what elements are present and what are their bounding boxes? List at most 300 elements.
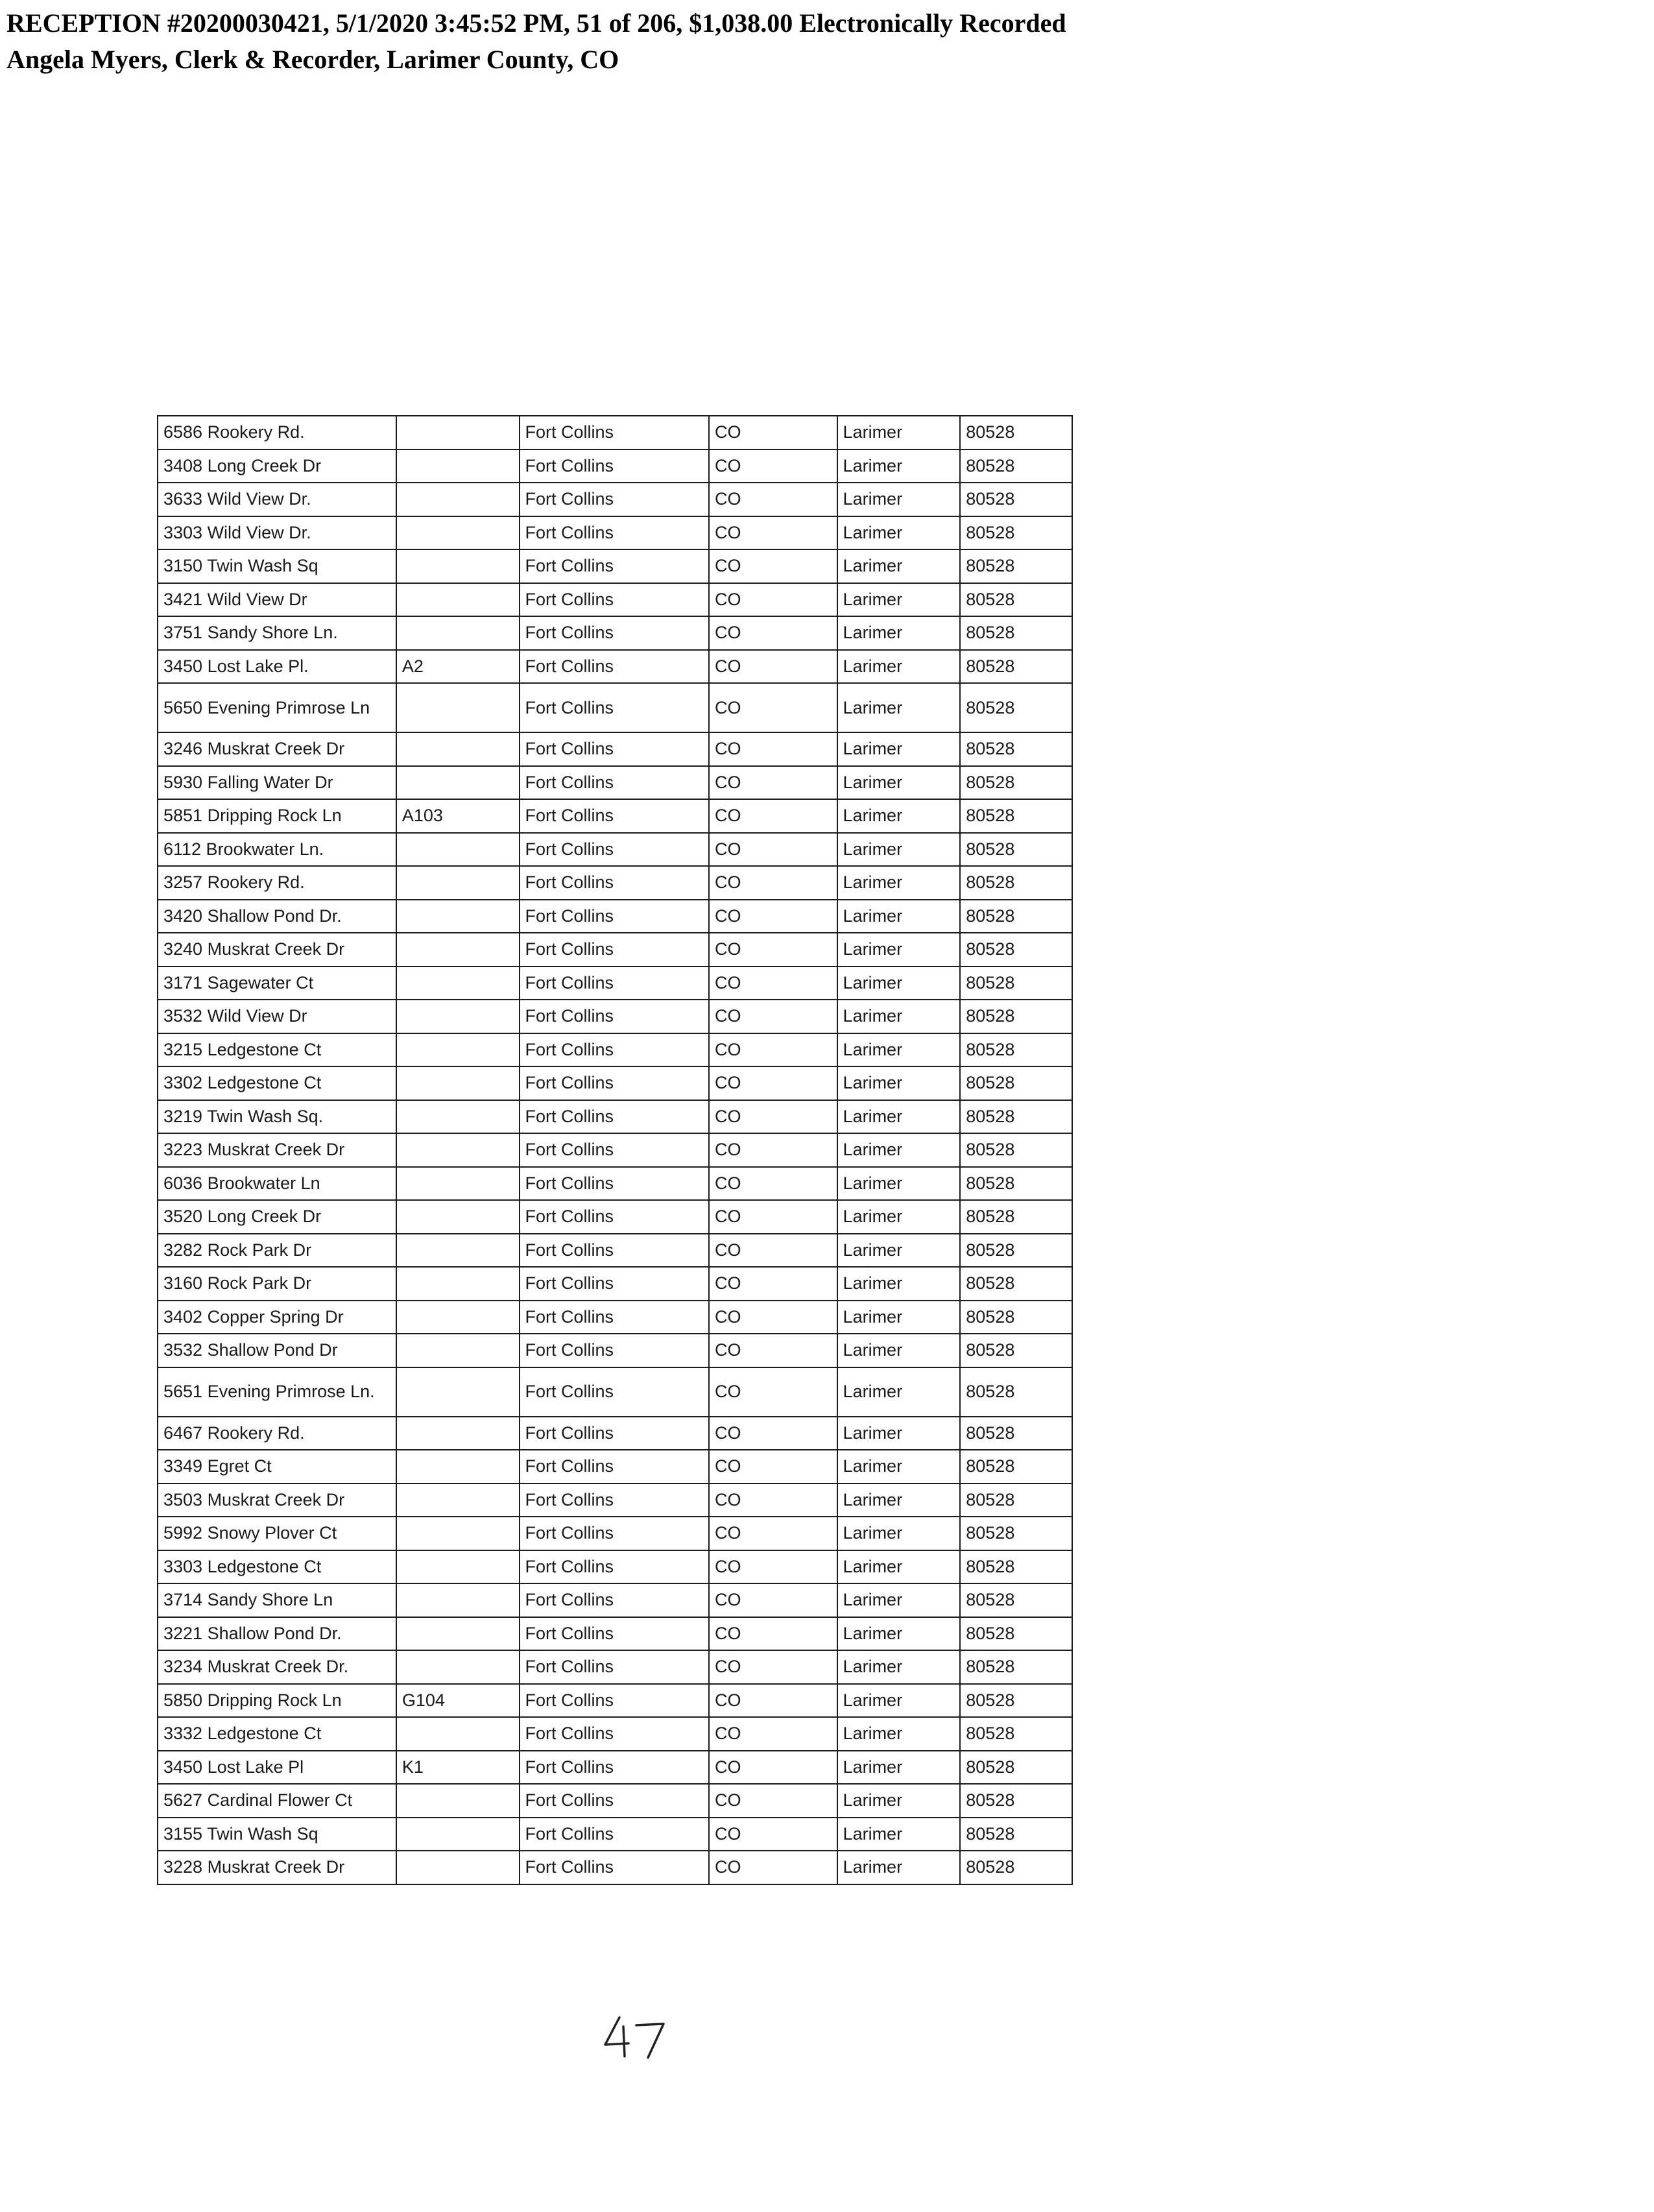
state-cell: CO: [709, 766, 837, 800]
table-row: [158, 1301, 1072, 1334]
address-cell: 3302 Ledgestone Ct: [158, 1066, 396, 1100]
zip-cell: 80528: [960, 1066, 1072, 1100]
city-cell: Fort Collins: [520, 1851, 710, 1884]
city-cell: Fort Collins: [520, 766, 710, 800]
table-row: [158, 766, 1072, 800]
unit-cell: [396, 1617, 520, 1651]
unit-cell: [396, 1583, 520, 1617]
zip-cell: 80528: [960, 1133, 1072, 1167]
address-cell: 3520 Long Creek Dr: [158, 1200, 396, 1234]
unit-cell: [396, 1417, 520, 1450]
zip-cell: 80528: [960, 1200, 1072, 1234]
zip-cell: 80528: [960, 766, 1072, 800]
address-cell: 3240 Muskrat Creek Dr: [158, 933, 396, 967]
unit-cell: [396, 967, 520, 1000]
state-cell: CO: [709, 799, 837, 833]
state-cell: CO: [709, 1066, 837, 1100]
county-cell: Larimer: [837, 1450, 961, 1484]
table-row: [158, 1267, 1072, 1301]
address-cell: 3633 Wild View Dr.: [158, 483, 396, 516]
unit-cell: [396, 1818, 520, 1851]
unit-cell: [396, 616, 520, 650]
county-cell: Larimer: [837, 1484, 961, 1517]
zip-cell: 80528: [960, 1000, 1072, 1033]
zip-cell: 80528: [960, 416, 1072, 450]
zip-cell: 80528: [960, 516, 1072, 550]
zip-cell: 80528: [960, 1033, 1072, 1067]
county-cell: Larimer: [837, 732, 961, 766]
city-cell: Fort Collins: [520, 1367, 710, 1417]
address-cell: 3223 Muskrat Creek Dr: [158, 1133, 396, 1167]
zip-cell: 80528: [960, 1267, 1072, 1301]
zip-cell: 80528: [960, 1550, 1072, 1584]
address-cell: 3150 Twin Wash Sq: [158, 549, 396, 583]
table-row: [158, 1033, 1072, 1067]
city-cell: Fort Collins: [520, 1484, 710, 1517]
unit-cell: [396, 1334, 520, 1367]
address-cell: 3420 Shallow Pond Dr.: [158, 900, 396, 933]
county-cell: Larimer: [837, 1200, 961, 1234]
state-cell: CO: [709, 1301, 837, 1334]
table-row: [158, 1234, 1072, 1268]
unit-cell: [396, 1167, 520, 1201]
table-row: [158, 516, 1072, 550]
zip-cell: 80528: [960, 1417, 1072, 1450]
address-cell: 3714 Sandy Shore Ln: [158, 1583, 396, 1617]
address-cell: 3303 Wild View Dr.: [158, 516, 396, 550]
address-cell: 3219 Twin Wash Sq.: [158, 1100, 396, 1134]
unit-cell: [396, 483, 520, 516]
state-cell: CO: [709, 1033, 837, 1067]
county-cell: Larimer: [837, 1100, 961, 1134]
zip-cell: 80528: [960, 1301, 1072, 1334]
unit-cell: [396, 1066, 520, 1100]
city-cell: Fort Collins: [520, 799, 710, 833]
address-cell: 5850 Dripping Rock Ln: [158, 1684, 396, 1718]
address-cell: 3303 Ledgestone Ct: [158, 1550, 396, 1584]
state-cell: CO: [709, 732, 837, 766]
county-cell: Larimer: [837, 1000, 961, 1033]
county-cell: Larimer: [837, 1517, 961, 1550]
city-cell: Fort Collins: [520, 933, 710, 967]
table-row: [158, 1751, 1072, 1785]
table-row: [158, 1818, 1072, 1851]
address-cell: 3421 Wild View Dr: [158, 583, 396, 617]
zip-cell: 80528: [960, 683, 1072, 732]
address-cell: 5992 Snowy Plover Ct: [158, 1517, 396, 1550]
state-cell: CO: [709, 866, 837, 900]
city-cell: Fort Collins: [520, 516, 710, 550]
city-cell: Fort Collins: [520, 1133, 710, 1167]
unit-cell: [396, 1784, 520, 1818]
county-cell: Larimer: [837, 516, 961, 550]
unit-cell: [396, 933, 520, 967]
unit-cell: [396, 1301, 520, 1334]
zip-cell: 80528: [960, 1851, 1072, 1884]
address-cell: 3450 Lost Lake Pl: [158, 1751, 396, 1785]
state-cell: CO: [709, 1617, 837, 1651]
state-cell: CO: [709, 1550, 837, 1584]
table-row: [158, 799, 1072, 833]
table-row: [158, 583, 1072, 617]
address-cell: 6112 Brookwater Ln.: [158, 833, 396, 867]
state-cell: CO: [709, 1267, 837, 1301]
city-cell: Fort Collins: [520, 833, 710, 867]
county-cell: Larimer: [837, 583, 961, 617]
zip-cell: 80528: [960, 799, 1072, 833]
county-cell: Larimer: [837, 1367, 961, 1417]
city-cell: Fort Collins: [520, 967, 710, 1000]
address-cell: 3402 Copper Spring Dr: [158, 1301, 396, 1334]
address-cell: 5650 Evening Primrose Ln: [158, 683, 396, 732]
address-cell: 6036 Brookwater Ln: [158, 1167, 396, 1201]
unit-cell: [396, 900, 520, 933]
zip-cell: 80528: [960, 1784, 1072, 1818]
table-row: [158, 1417, 1072, 1450]
county-cell: Larimer: [837, 650, 961, 684]
unit-cell: [396, 1717, 520, 1751]
city-cell: Fort Collins: [520, 1517, 710, 1550]
table-row: [158, 900, 1072, 933]
state-cell: CO: [709, 1367, 837, 1417]
state-cell: CO: [709, 1000, 837, 1033]
state-cell: CO: [709, 1200, 837, 1234]
table-row: [158, 483, 1072, 516]
zip-cell: 80528: [960, 549, 1072, 583]
county-cell: Larimer: [837, 683, 961, 732]
unit-cell: [396, 1133, 520, 1167]
zip-cell: 80528: [960, 1751, 1072, 1785]
table-row: [158, 1484, 1072, 1517]
state-cell: CO: [709, 650, 837, 684]
unit-cell: [396, 1517, 520, 1550]
zip-cell: 80528: [960, 1684, 1072, 1718]
table-row: [158, 866, 1072, 900]
table-row: [158, 1550, 1072, 1584]
city-cell: Fort Collins: [520, 1200, 710, 1234]
zip-cell: 80528: [960, 1234, 1072, 1268]
state-cell: CO: [709, 1133, 837, 1167]
table-row: [158, 1650, 1072, 1684]
address-cell: 6586 Rookery Rd.: [158, 416, 396, 450]
county-cell: Larimer: [837, 1583, 961, 1617]
zip-cell: 80528: [960, 933, 1072, 967]
county-cell: Larimer: [837, 1033, 961, 1067]
unit-cell: A103: [396, 799, 520, 833]
state-cell: CO: [709, 1517, 837, 1550]
zip-cell: 80528: [960, 1818, 1072, 1851]
county-cell: Larimer: [837, 483, 961, 516]
unit-cell: [396, 1100, 520, 1134]
address-cell: 3171 Sagewater Ct: [158, 967, 396, 1000]
unit-cell: [396, 1234, 520, 1268]
county-cell: Larimer: [837, 866, 961, 900]
address-cell: 3532 Wild View Dr: [158, 1000, 396, 1033]
state-cell: CO: [709, 967, 837, 1000]
county-cell: Larimer: [837, 1751, 961, 1785]
address-cell: 3228 Muskrat Creek Dr: [158, 1851, 396, 1884]
city-cell: Fort Collins: [520, 583, 710, 617]
table-row: [158, 1000, 1072, 1033]
zip-cell: 80528: [960, 1517, 1072, 1550]
zip-cell: 80528: [960, 1367, 1072, 1417]
county-cell: Larimer: [837, 1617, 961, 1651]
county-cell: Larimer: [837, 967, 961, 1000]
table-row: [158, 616, 1072, 650]
handwritten-page-number: [600, 2011, 671, 2063]
table-row: [158, 1450, 1072, 1484]
state-cell: CO: [709, 1717, 837, 1751]
address-cell: 3282 Rock Park Dr: [158, 1234, 396, 1268]
address-cell: 3332 Ledgestone Ct: [158, 1717, 396, 1751]
zip-cell: 80528: [960, 833, 1072, 867]
unit-cell: [396, 766, 520, 800]
table-row: [158, 683, 1072, 732]
county-cell: Larimer: [837, 1784, 961, 1818]
city-cell: Fort Collins: [520, 1717, 710, 1751]
county-cell: Larimer: [837, 900, 961, 933]
unit-cell: [396, 732, 520, 766]
city-cell: Fort Collins: [520, 1417, 710, 1450]
city-cell: Fort Collins: [520, 900, 710, 933]
state-cell: CO: [709, 450, 837, 483]
address-cell: 5851 Dripping Rock Ln: [158, 799, 396, 833]
table-row: [158, 1334, 1072, 1367]
county-cell: Larimer: [837, 1717, 961, 1751]
address-cell: 3246 Muskrat Creek Dr: [158, 732, 396, 766]
table-row: [158, 416, 1072, 450]
state-cell: CO: [709, 549, 837, 583]
table-row: [158, 1133, 1072, 1167]
state-cell: CO: [709, 1583, 837, 1617]
county-cell: Larimer: [837, 1334, 961, 1367]
unit-cell: [396, 1367, 520, 1417]
table-row: [158, 732, 1072, 766]
address-cell: 5651 Evening Primrose Ln.: [158, 1367, 396, 1417]
zip-cell: 80528: [960, 1484, 1072, 1517]
city-cell: Fort Collins: [520, 1550, 710, 1584]
address-cell: 3532 Shallow Pond Dr: [158, 1334, 396, 1367]
county-cell: Larimer: [837, 1267, 961, 1301]
zip-cell: 80528: [960, 1100, 1072, 1134]
zip-cell: 80528: [960, 1717, 1072, 1751]
address-cell: 3221 Shallow Pond Dr.: [158, 1617, 396, 1651]
state-cell: CO: [709, 1484, 837, 1517]
state-cell: CO: [709, 1818, 837, 1851]
unit-cell: [396, 1033, 520, 1067]
state-cell: CO: [709, 1234, 837, 1268]
city-cell: Fort Collins: [520, 1234, 710, 1268]
city-cell: Fort Collins: [520, 683, 710, 732]
table-row: [158, 1684, 1072, 1718]
zip-cell: 80528: [960, 1450, 1072, 1484]
table-row: [158, 1784, 1072, 1818]
address-cell: 3408 Long Creek Dr: [158, 450, 396, 483]
address-cell: 6467 Rookery Rd.: [158, 1417, 396, 1450]
city-cell: Fort Collins: [520, 1267, 710, 1301]
state-cell: CO: [709, 1417, 837, 1450]
table-row: [158, 1066, 1072, 1100]
address-cell: 3450 Lost Lake Pl.: [158, 650, 396, 684]
city-cell: Fort Collins: [520, 1167, 710, 1201]
table-row: [158, 549, 1072, 583]
table-row: [158, 1717, 1072, 1751]
address-table-body: [158, 416, 1072, 1884]
address-cell: 3234 Muskrat Creek Dr.: [158, 1650, 396, 1684]
table-row: [158, 1200, 1072, 1234]
state-cell: CO: [709, 1751, 837, 1785]
unit-cell: [396, 1851, 520, 1884]
zip-cell: 80528: [960, 1334, 1072, 1367]
state-cell: CO: [709, 516, 837, 550]
state-cell: CO: [709, 1450, 837, 1484]
address-cell: 3215 Ledgestone Ct: [158, 1033, 396, 1067]
unit-cell: [396, 416, 520, 450]
state-cell: CO: [709, 1167, 837, 1201]
city-cell: Fort Collins: [520, 1751, 710, 1785]
address-table: [157, 415, 1073, 1885]
unit-cell: [396, 1000, 520, 1033]
unit-cell: [396, 833, 520, 867]
unit-cell: [396, 516, 520, 550]
zip-cell: 80528: [960, 1167, 1072, 1201]
recording-header: [6, 5, 1066, 78]
unit-cell: K1: [396, 1751, 520, 1785]
county-cell: Larimer: [837, 833, 961, 867]
city-cell: Fort Collins: [520, 1033, 710, 1067]
table-row: [158, 450, 1072, 483]
city-cell: Fort Collins: [520, 416, 710, 450]
state-cell: CO: [709, 416, 837, 450]
city-cell: Fort Collins: [520, 1100, 710, 1134]
unit-cell: [396, 683, 520, 732]
city-cell: Fort Collins: [520, 1301, 710, 1334]
unit-cell: [396, 1550, 520, 1584]
unit-cell: [396, 583, 520, 617]
state-cell: CO: [709, 933, 837, 967]
county-cell: Larimer: [837, 766, 961, 800]
unit-cell: [396, 866, 520, 900]
address-cell: 5930 Falling Water Dr: [158, 766, 396, 800]
county-cell: Larimer: [837, 933, 961, 967]
unit-cell: [396, 1267, 520, 1301]
table-row: [158, 1100, 1072, 1134]
table-row: [158, 1517, 1072, 1550]
zip-cell: 80528: [960, 650, 1072, 684]
zip-cell: 80528: [960, 732, 1072, 766]
table-row: [158, 1167, 1072, 1201]
address-cell: 5627 Cardinal Flower Ct: [158, 1784, 396, 1818]
table-row: [158, 1583, 1072, 1617]
zip-cell: 80528: [960, 450, 1072, 483]
county-cell: Larimer: [837, 450, 961, 483]
city-cell: Fort Collins: [520, 1650, 710, 1684]
county-cell: Larimer: [837, 1234, 961, 1268]
county-cell: Larimer: [837, 1851, 961, 1884]
state-cell: CO: [709, 483, 837, 516]
county-cell: Larimer: [837, 1417, 961, 1450]
state-cell: CO: [709, 1100, 837, 1134]
unit-cell: A2: [396, 650, 520, 684]
city-cell: Fort Collins: [520, 1784, 710, 1818]
zip-cell: 80528: [960, 483, 1072, 516]
zip-cell: 80528: [960, 1583, 1072, 1617]
zip-cell: 80528: [960, 583, 1072, 617]
state-cell: CO: [709, 1684, 837, 1718]
address-cell: 3257 Rookery Rd.: [158, 866, 396, 900]
county-cell: Larimer: [837, 416, 961, 450]
unit-cell: [396, 1484, 520, 1517]
table-row: [158, 933, 1072, 967]
county-cell: Larimer: [837, 1167, 961, 1201]
state-cell: CO: [709, 900, 837, 933]
zip-cell: 80528: [960, 900, 1072, 933]
state-cell: CO: [709, 1851, 837, 1884]
table-row: [158, 650, 1072, 684]
unit-cell: G104: [396, 1684, 520, 1718]
county-cell: Larimer: [837, 1684, 961, 1718]
county-cell: Larimer: [837, 799, 961, 833]
zip-cell: 80528: [960, 866, 1072, 900]
city-cell: Fort Collins: [520, 866, 710, 900]
unit-cell: [396, 1450, 520, 1484]
table-row: [158, 1367, 1072, 1417]
city-cell: Fort Collins: [520, 1450, 710, 1484]
city-cell: Fort Collins: [520, 650, 710, 684]
county-cell: Larimer: [837, 549, 961, 583]
recorder-line: Angela Myers, Clerk & Recorder, Larimer County, CO: [6, 45, 619, 74]
zip-cell: 80528: [960, 1617, 1072, 1651]
address-cell: 3349 Egret Ct: [158, 1450, 396, 1484]
state-cell: CO: [709, 1334, 837, 1367]
address-cell: 3155 Twin Wash Sq: [158, 1818, 396, 1851]
state-cell: CO: [709, 616, 837, 650]
county-cell: Larimer: [837, 616, 961, 650]
city-cell: Fort Collins: [520, 1818, 710, 1851]
city-cell: Fort Collins: [520, 1066, 710, 1100]
table-row: [158, 967, 1072, 1000]
zip-cell: 80528: [960, 616, 1072, 650]
address-cell: 3503 Muskrat Creek Dr: [158, 1484, 396, 1517]
table-row: [158, 1851, 1072, 1884]
city-cell: Fort Collins: [520, 450, 710, 483]
city-cell: Fort Collins: [520, 616, 710, 650]
address-cell: 3160 Rock Park Dr: [158, 1267, 396, 1301]
table-row: [158, 833, 1072, 867]
table-row: [158, 1617, 1072, 1651]
county-cell: Larimer: [837, 1550, 961, 1584]
city-cell: Fort Collins: [520, 1583, 710, 1617]
county-cell: Larimer: [837, 1066, 961, 1100]
zip-cell: 80528: [960, 1650, 1072, 1684]
unit-cell: [396, 549, 520, 583]
city-cell: Fort Collins: [520, 1684, 710, 1718]
unit-cell: [396, 450, 520, 483]
city-cell: Fort Collins: [520, 732, 710, 766]
county-cell: Larimer: [837, 1301, 961, 1334]
city-cell: Fort Collins: [520, 1334, 710, 1367]
recording-stamp-line: RECEPTION #20200030421, 5/1/2020 3:45:52 PM, 51 of 206, $1,038.00 Electronically Recorded: [6, 8, 1066, 38]
state-cell: CO: [709, 683, 837, 732]
state-cell: CO: [709, 833, 837, 867]
zip-cell: 80528: [960, 967, 1072, 1000]
city-cell: Fort Collins: [520, 549, 710, 583]
county-cell: Larimer: [837, 1133, 961, 1167]
state-cell: CO: [709, 1650, 837, 1684]
unit-cell: [396, 1650, 520, 1684]
state-cell: CO: [709, 583, 837, 617]
city-cell: Fort Collins: [520, 1000, 710, 1033]
